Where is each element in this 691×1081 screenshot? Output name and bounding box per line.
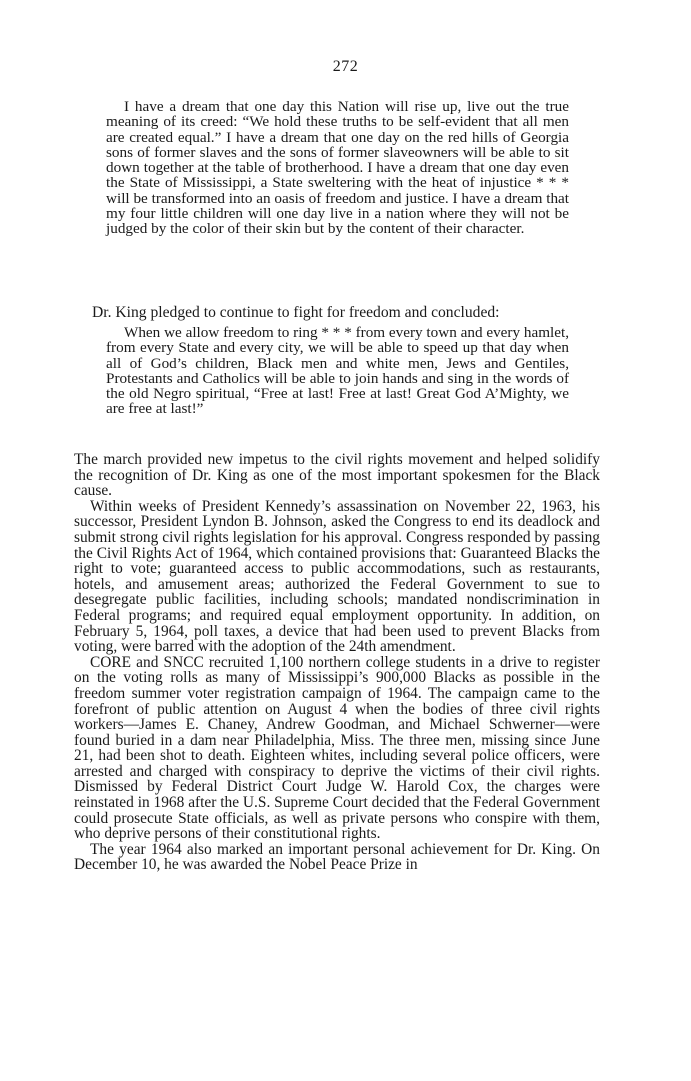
page-number: 272 [332,58,359,75]
interlude-paragraph: Dr. King pledged to continue to fight for freedom and concluded: [92,304,500,321]
quote-paragraph: When we allow freedom to ring * * * from every town and every hamlet, from every State and every city, we will be able to speed up that day when all of God’s children, Black men and white men, Jews and Gentiles, Protestants and Catholics will be able to join hands and sing in the words of the old Negro spiritual, “Free at last! Free at last! Great God A’Mighty, we are free at last!” [106,324,569,418]
body-paragraph-civil-rights-act: Within weeks of President Kennedy’s assassination on November 22, 1963, his successor, President Lyndon B. Johnson, asked the Congress to end its deadlock and submit strong civil rights legislation for his approval. Congress responded by passing the Civil Rights Act of 1964, which contained provisions that: Guaranteed Blacks the right to vote; guaranteed access to public accommodations, such as restaurants, hotels, and amusement areas; authorized the Federal Government to sue to desegregate public facilities, including schools; mandated nondiscrimination in Federal programs; and required equal employment opportunity. In addition, on February 5, 1964, poll taxes, a device that had been used to prevent Blacks from voting, were barred with the adoption of the 24th amendment. [74,497,600,656]
body-paragraph-march: The march provided new impetus to the civil rights movement and helped solidify the recognition of Dr. King as one of the most important spokesmen for the Black cause. [74,451,600,500]
block-quote-freedom [106,325,569,417]
block-quote-dream [106,99,569,237]
quote-paragraph: I have a dream that one day this Nation will rise up, live out the true meaning of its creed: “We hold these truths to be self-evident that all men are created equal.” I have a dream that one day on the red hills of Georgia sons of former slaves and the sons of former slaveowners will be able to sit down together at the table of brotherhood. I have a dream that one day even the State of Mississippi, a State sweltering with the heat of injustice * * * will be transformed into an oasis of freedom and justice. I have a dream that my four little children will one day live in a nation where they will not be judged by the color of their skin but by the content of their character. [106,98,569,238]
body-paragraph-nobel: The year 1964 also marked an important personal achievement for Dr. King. On December 10, he was awarded the Nobel Peace Prize in [74,840,600,874]
body-text [74,452,600,873]
body-paragraph-freedom-summer: CORE and SNCC recruited 1,100 northern college students in a drive to register on the voting rolls as many of Mississippi’s 900,000 Blacks as possible in the freedom summer voter registration campaign of 1964. The campaign came to the forefront of public attention on August 4 when the bodies of three civil rights workers—James E. Chaney, Andrew Goodman, and Michael Schwerner—were found buried in a dam near Philadelphia, Miss. The three men, missing since June 21, had been shot to death. Eighteen whites, including several police officers, were arrested and charged with conspiracy to deprive the victims of their civil rights. Dismissed by Federal District Court Judge W. Harold Cox, the charges were reinstated in 1968 after the U.S. Supreme Court decided that the Federal Government could prosecute State officials, as well as private persons who conspire with them, who deprive persons of their constitutional rights. [74,653,600,843]
